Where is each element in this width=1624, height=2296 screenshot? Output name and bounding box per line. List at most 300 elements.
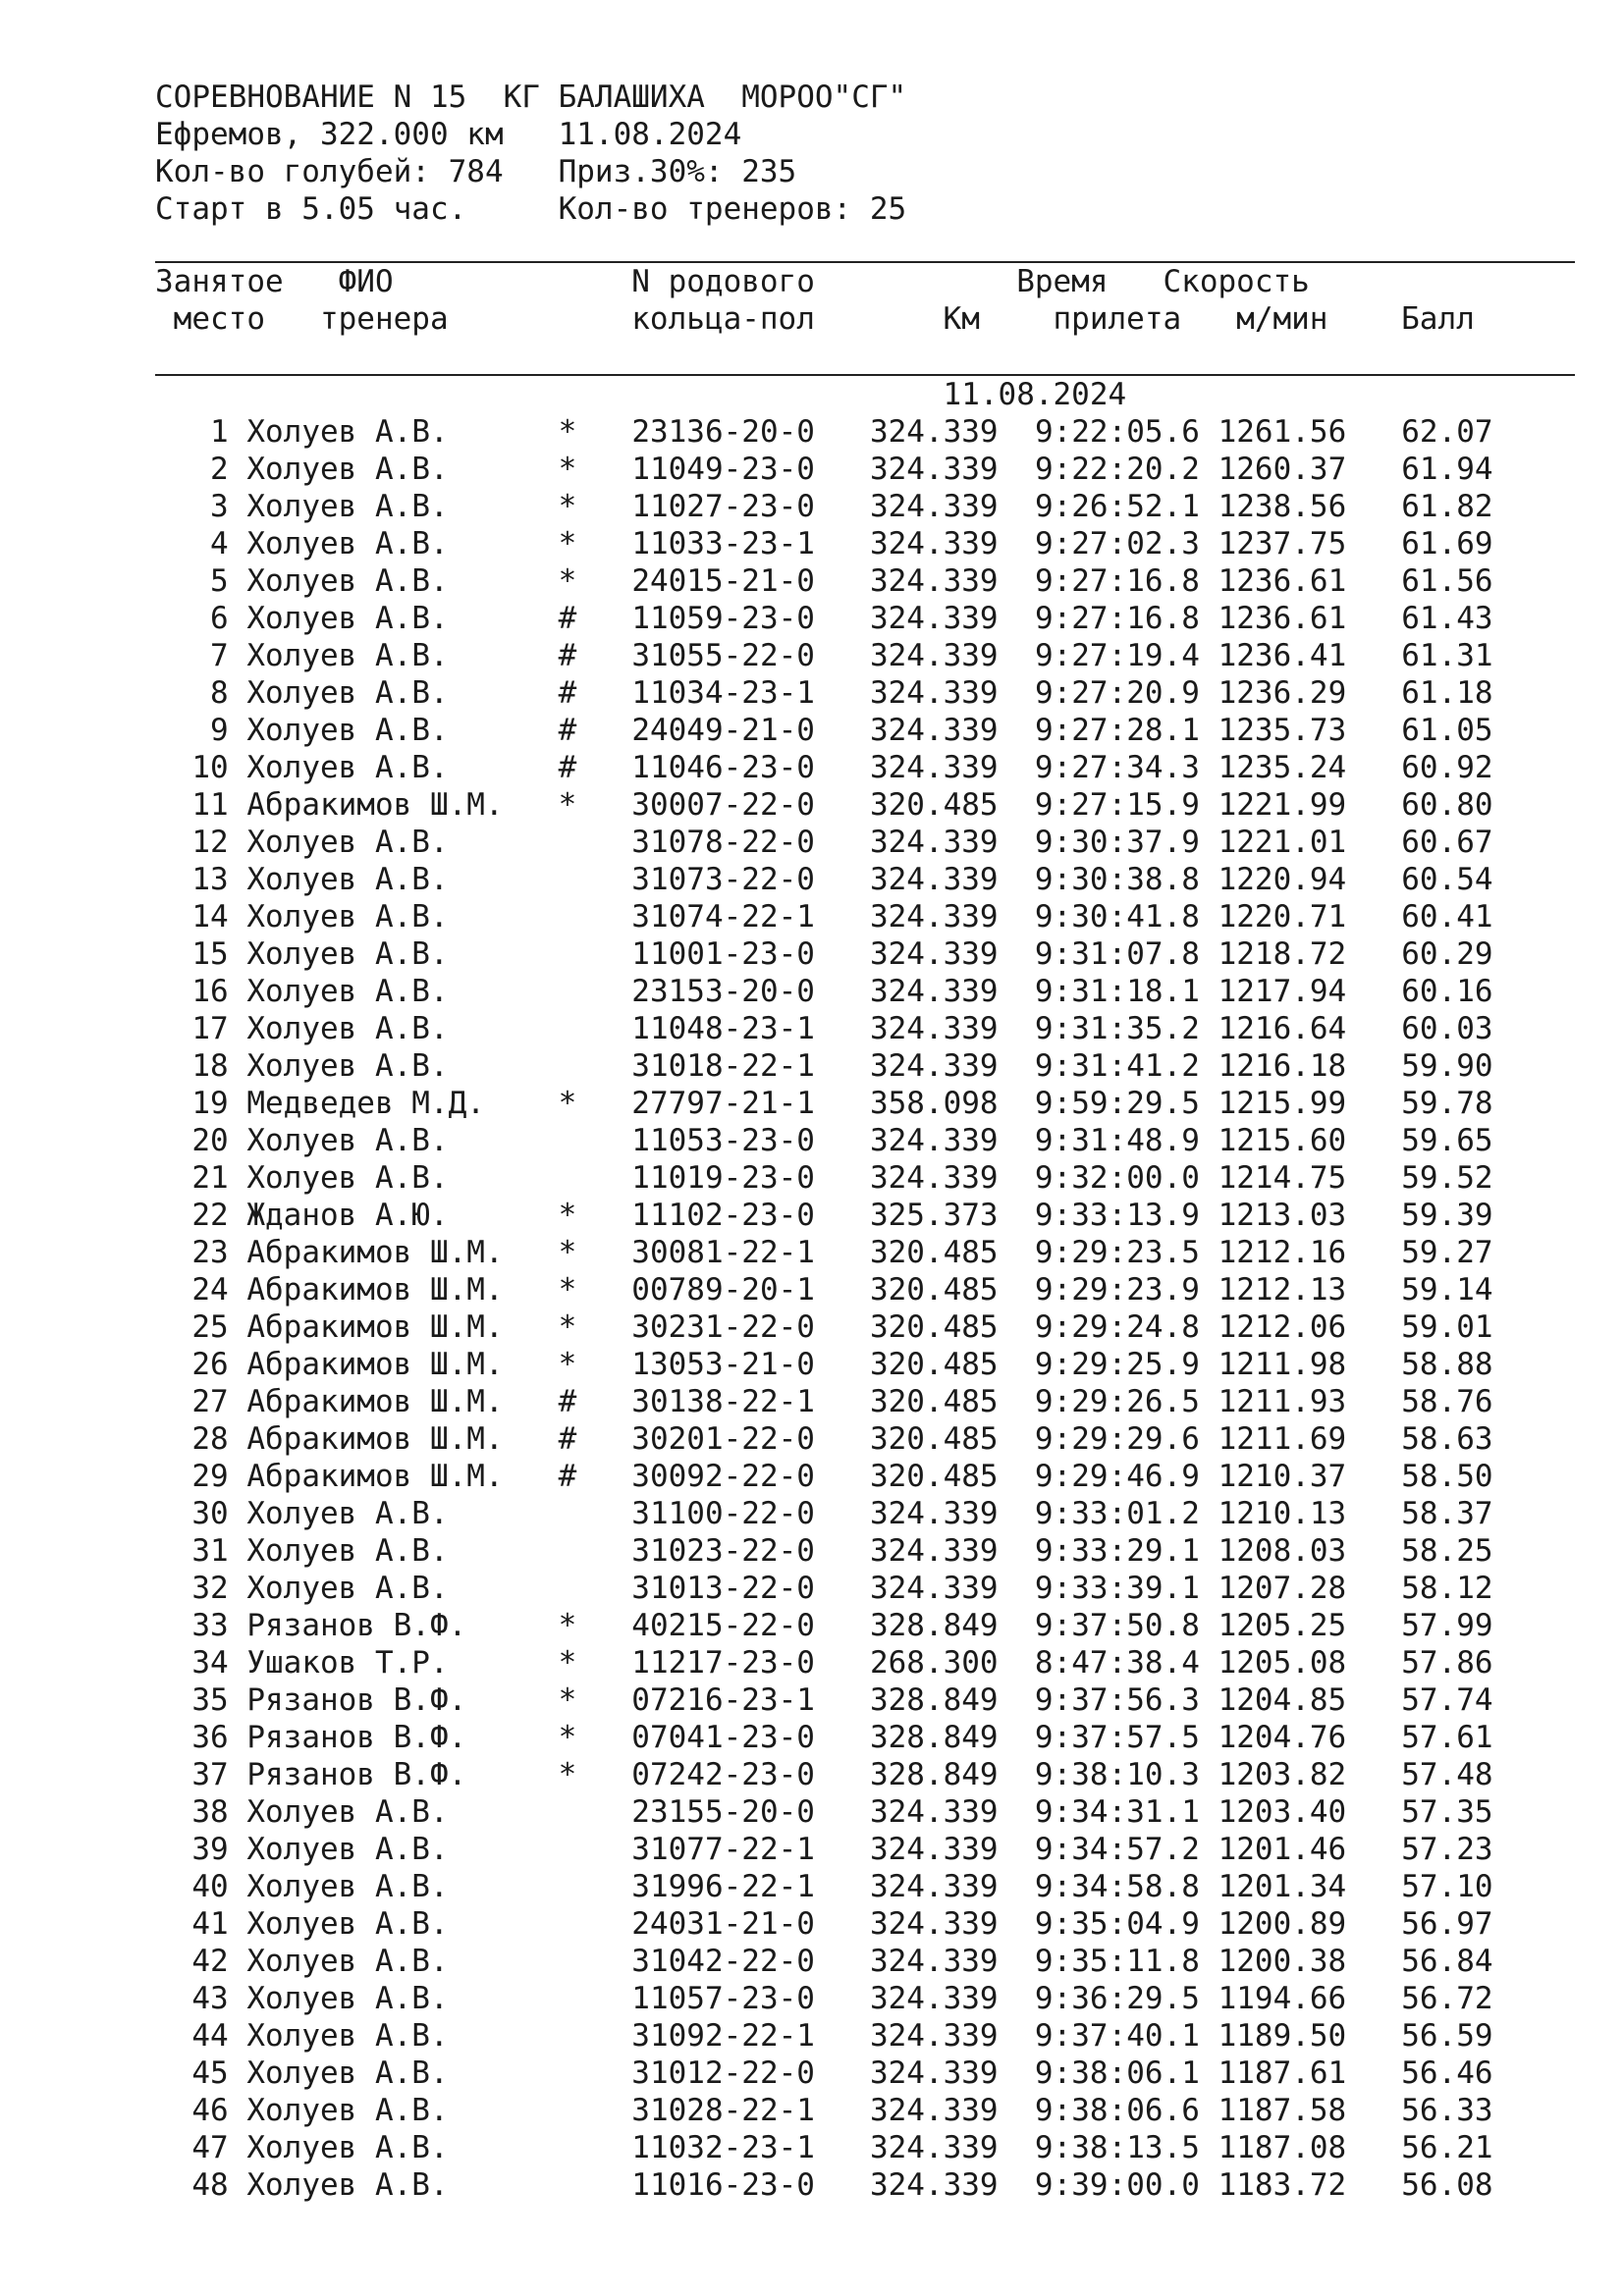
score-cell: 56.08 [1401, 2167, 1493, 2203]
arrival-time-cell: 9:31:18.1 [1034, 974, 1200, 1009]
ring-number-cell: 31042-22-0 [631, 1944, 815, 1979]
trainer-name-cell: Жданов А.Ю. [246, 1198, 449, 1233]
mark-cell [559, 2167, 577, 2203]
score-cell: 56.59 [1401, 2018, 1493, 2054]
trainer-name-cell: Холуев А.В. [246, 1981, 449, 2016]
arrival-time-cell: 9:35:11.8 [1034, 1944, 1200, 1979]
table-row [155, 1944, 1493, 1979]
arrival-time-cell: 9:32:00.0 [1034, 1160, 1200, 1196]
table-row [155, 2093, 1493, 2128]
trainer-name-cell: Холуев А.В. [246, 899, 449, 934]
ring-number-cell: 31092-22-1 [631, 2018, 815, 2054]
place-cell: 37 [191, 1757, 229, 1792]
header-pigeons-line: Кол-во голубей: 784 Приз.30%: 235 [155, 154, 797, 189]
table-row [155, 974, 1493, 1009]
arrival-time-cell: 9:31:41.2 [1034, 1048, 1200, 1084]
ring-number-cell: 30231-22-0 [631, 1309, 815, 1345]
arrival-time-cell: 9:30:37.9 [1034, 825, 1200, 860]
place-cell: 1 [210, 414, 229, 450]
arrival-time-cell: 9:27:02.3 [1034, 526, 1200, 561]
place-cell: 41 [191, 1906, 229, 1942]
table-row [155, 601, 1493, 636]
ring-number-cell: 23153-20-0 [631, 974, 815, 1009]
speed-cell: 1236.61 [1218, 601, 1347, 636]
trainer-name-cell: Холуев А.В. [246, 713, 449, 748]
trainer-name-cell: Ушаков Т.Р. [246, 1645, 449, 1681]
mark-cell [559, 899, 577, 934]
mark-cell [559, 2056, 577, 2091]
mark-cell: # [558, 1384, 577, 1419]
distance-cell: 328.849 [869, 1720, 999, 1755]
table-row [155, 1645, 1493, 1681]
trainer-name-cell: Абракимов Ш.М. [246, 787, 504, 823]
score-cell: 56.46 [1401, 2056, 1493, 2091]
speed-cell: 1211.69 [1218, 1421, 1347, 1457]
score-cell: 58.50 [1401, 1459, 1493, 1494]
score-cell: 61.82 [1401, 489, 1493, 524]
ring-number-cell: 31028-22-1 [631, 2093, 815, 2128]
ring-number-cell: 24015-21-0 [631, 563, 815, 599]
score-cell: 57.99 [1401, 1608, 1493, 1643]
table-row [155, 489, 1493, 524]
trainer-name-cell: Холуев А.В. [246, 1160, 449, 1196]
place-cell: 34 [191, 1645, 229, 1681]
place-cell: 19 [191, 1086, 229, 1121]
ring-number-cell: 31055-22-0 [631, 638, 815, 673]
distance-cell: 324.339 [869, 563, 999, 599]
distance-cell: 324.339 [869, 1123, 999, 1158]
score-cell: 57.48 [1401, 1757, 1493, 1792]
table-row [155, 936, 1493, 972]
ring-number-cell: 00789-20-1 [631, 1272, 815, 1308]
ring-number-cell: 11027-23-0 [631, 489, 815, 524]
table-row [155, 452, 1493, 487]
place-cell: 46 [191, 2093, 229, 2128]
distance-cell: 324.339 [869, 489, 999, 524]
arrival-time-cell: 9:29:26.5 [1034, 1384, 1200, 1419]
speed-cell: 1236.61 [1218, 563, 1347, 599]
ring-number-cell: 11102-23-0 [631, 1198, 815, 1233]
table-row [155, 563, 1493, 599]
table-row [155, 1832, 1493, 1867]
distance-cell: 324.339 [869, 601, 999, 636]
distance-cell: 324.339 [869, 2018, 999, 2054]
trainer-name-cell: Холуев А.В. [246, 1533, 449, 1569]
score-cell: 57.23 [1401, 1832, 1493, 1867]
score-cell: 59.65 [1401, 1123, 1493, 1158]
mark-cell: * [558, 1347, 577, 1382]
score-cell: 58.12 [1401, 1571, 1493, 1606]
trainer-name-cell: Холуев А.В. [246, 936, 449, 972]
distance-cell: 358.098 [869, 1086, 999, 1121]
speed-cell: 1212.06 [1218, 1309, 1347, 1345]
distance-cell: 324.339 [869, 936, 999, 972]
arrival-time-cell: 9:27:15.9 [1034, 787, 1200, 823]
distance-cell: 324.339 [869, 1981, 999, 2016]
place-cell: 9 [210, 713, 229, 748]
table-row [155, 787, 1493, 823]
mark-cell [559, 1794, 577, 1830]
ring-number-cell: 24049-21-0 [631, 713, 815, 748]
score-cell: 59.27 [1401, 1235, 1493, 1270]
mark-cell: * [558, 1198, 577, 1233]
arrival-time-cell: 9:38:06.1 [1034, 2056, 1200, 2091]
mark-cell [559, 1048, 577, 1084]
speed-cell: 1200.89 [1218, 1906, 1347, 1942]
score-cell: 56.97 [1401, 1906, 1493, 1942]
speed-cell: 1215.60 [1218, 1123, 1347, 1158]
speed-cell: 1210.37 [1218, 1459, 1347, 1494]
mark-cell [559, 1869, 577, 1904]
place-cell: 17 [191, 1011, 229, 1046]
arrival-time-cell: 9:33:29.1 [1034, 1533, 1200, 1569]
mark-cell [559, 1123, 577, 1158]
speed-cell: 1205.25 [1218, 1608, 1347, 1643]
arrival-time-cell: 9:27:16.8 [1034, 601, 1200, 636]
table-row [155, 675, 1493, 711]
distance-cell: 324.339 [869, 526, 999, 561]
table-row [155, 1682, 1493, 1718]
mark-cell [559, 936, 577, 972]
ring-number-cell: 11059-23-0 [631, 601, 815, 636]
ring-number-cell: 11034-23-1 [631, 675, 815, 711]
score-cell: 59.90 [1401, 1048, 1493, 1084]
ring-number-cell: 30138-22-1 [631, 1384, 815, 1419]
ring-number-cell: 11033-23-1 [631, 526, 815, 561]
speed-cell: 1210.13 [1218, 1496, 1347, 1531]
arrival-time-cell: 9:35:04.9 [1034, 1906, 1200, 1942]
table-row [155, 1981, 1493, 2016]
distance-cell: 324.339 [869, 1496, 999, 1531]
trainer-name-cell: Холуев А.В. [246, 1906, 449, 1942]
arrival-time-cell: 9:36:29.5 [1034, 1981, 1200, 2016]
speed-cell: 1208.03 [1218, 1533, 1347, 1569]
mark-cell: # [558, 601, 577, 636]
mark-cell [559, 1906, 577, 1942]
speed-cell: 1261.56 [1218, 414, 1347, 450]
arrival-time-cell: 9:34:31.1 [1034, 1794, 1200, 1830]
speed-cell: 1213.03 [1218, 1198, 1347, 1233]
trainer-name-cell: Абракимов Ш.М. [246, 1347, 504, 1382]
place-cell: 28 [191, 1421, 229, 1457]
place-cell: 21 [191, 1160, 229, 1196]
date-header: 11.08.2024 [155, 377, 1127, 412]
ring-number-cell: 30081-22-1 [631, 1235, 815, 1270]
distance-cell: 324.339 [869, 1160, 999, 1196]
mark-cell: * [558, 1682, 577, 1718]
arrival-time-cell: 9:29:25.9 [1034, 1347, 1200, 1382]
speed-cell: 1220.94 [1218, 862, 1347, 897]
ring-number-cell: 31018-22-1 [631, 1048, 815, 1084]
place-cell: 12 [191, 825, 229, 860]
distance-cell: 320.485 [869, 787, 999, 823]
arrival-time-cell: 9:31:07.8 [1034, 936, 1200, 972]
mark-cell: * [558, 1720, 577, 1755]
arrival-time-cell: 9:29:46.9 [1034, 1459, 1200, 1494]
score-cell: 61.05 [1401, 713, 1493, 748]
column-header-line-2: место тренера кольца-пол Км прилета м/мин Балл [155, 301, 1475, 337]
place-cell: 43 [191, 1981, 229, 2016]
ring-number-cell: 11049-23-0 [631, 452, 815, 487]
mark-cell [559, 1832, 577, 1867]
speed-cell: 1211.98 [1218, 1347, 1347, 1382]
distance-cell: 324.339 [869, 1571, 999, 1606]
distance-cell: 320.485 [869, 1272, 999, 1308]
trainer-name-cell: Рязанов В.Ф. [246, 1682, 467, 1718]
place-cell: 24 [191, 1272, 229, 1308]
score-cell: 56.72 [1401, 1981, 1493, 2016]
mark-cell: # [558, 1421, 577, 1457]
table-row [155, 825, 1493, 860]
trainer-name-cell: Холуев А.В. [246, 563, 449, 599]
arrival-time-cell: 9:30:38.8 [1034, 862, 1200, 897]
column-headers [155, 263, 1475, 338]
arrival-time-cell: 9:34:57.2 [1034, 1832, 1200, 1867]
place-cell: 4 [210, 526, 229, 561]
table-row [155, 2130, 1493, 2165]
trainer-name-cell: Холуев А.В. [246, 638, 449, 673]
ring-number-cell: 11217-23-0 [631, 1645, 815, 1681]
score-cell: 57.74 [1401, 1682, 1493, 1718]
ring-number-cell: 31078-22-0 [631, 825, 815, 860]
place-cell: 26 [191, 1347, 229, 1382]
mark-cell: * [558, 1757, 577, 1792]
score-cell: 60.80 [1401, 787, 1493, 823]
mark-cell [559, 825, 577, 860]
arrival-time-cell: 9:27:16.8 [1034, 563, 1200, 599]
speed-cell: 1216.64 [1218, 1011, 1347, 1046]
ring-number-cell: 11057-23-0 [631, 1981, 815, 2016]
table-row [155, 414, 1493, 450]
place-cell: 23 [191, 1235, 229, 1270]
ring-number-cell: 30007-22-0 [631, 787, 815, 823]
distance-cell: 320.485 [869, 1384, 999, 1419]
place-cell: 42 [191, 1944, 229, 1979]
ring-number-cell: 30201-22-0 [631, 1421, 815, 1457]
distance-cell: 324.339 [869, 1011, 999, 1046]
arrival-time-cell: 9:31:48.9 [1034, 1123, 1200, 1158]
distance-cell: 324.339 [869, 1048, 999, 1084]
trainer-name-cell: Рязанов В.Ф. [246, 1720, 467, 1755]
place-cell: 44 [191, 2018, 229, 2054]
ring-number-cell: 27797-21-1 [631, 1086, 815, 1121]
score-cell: 58.88 [1401, 1347, 1493, 1382]
score-cell: 60.41 [1401, 899, 1493, 934]
speed-cell: 1203.40 [1218, 1794, 1347, 1830]
score-cell: 59.78 [1401, 1086, 1493, 1121]
distance-cell: 324.339 [869, 1794, 999, 1830]
speed-cell: 1204.85 [1218, 1682, 1347, 1718]
mark-cell: # [558, 713, 577, 748]
distance-cell: 324.339 [869, 862, 999, 897]
speed-cell: 1187.58 [1218, 2093, 1347, 2128]
distance-cell: 324.339 [869, 713, 999, 748]
score-cell: 62.07 [1401, 414, 1493, 450]
speed-cell: 1203.82 [1218, 1757, 1347, 1792]
score-cell: 57.61 [1401, 1720, 1493, 1755]
distance-cell: 328.849 [869, 1757, 999, 1792]
ring-number-cell: 11019-23-0 [631, 1160, 815, 1196]
table-row [155, 1496, 1493, 1531]
trainer-name-cell: Абракимов Ш.М. [246, 1272, 504, 1308]
mark-cell [559, 2093, 577, 2128]
mark-cell: # [558, 1459, 577, 1494]
speed-cell: 1211.93 [1218, 1384, 1347, 1419]
table-row [155, 1869, 1493, 1904]
distance-cell: 325.373 [869, 1198, 999, 1233]
ring-number-cell: 23155-20-0 [631, 1794, 815, 1830]
mark-cell: * [558, 1235, 577, 1270]
trainer-name-cell: Холуев А.В. [246, 862, 449, 897]
mark-cell [559, 1160, 577, 1196]
arrival-time-cell: 9:22:20.2 [1034, 452, 1200, 487]
table-row [155, 526, 1493, 561]
score-cell: 61.43 [1401, 601, 1493, 636]
arrival-time-cell: 9:27:28.1 [1034, 713, 1200, 748]
ring-number-cell: 11053-23-0 [631, 1123, 815, 1158]
mark-cell [559, 2018, 577, 2054]
distance-cell: 324.339 [869, 2056, 999, 2091]
arrival-time-cell: 9:37:50.8 [1034, 1608, 1200, 1643]
place-cell: 7 [210, 638, 229, 673]
arrival-time-cell: 9:33:13.9 [1034, 1198, 1200, 1233]
speed-cell: 1183.72 [1218, 2167, 1347, 2203]
ring-number-cell: 07242-23-0 [631, 1757, 815, 1792]
distance-cell: 324.339 [869, 452, 999, 487]
distance-cell: 324.339 [869, 1906, 999, 1942]
mark-cell: * [558, 787, 577, 823]
arrival-time-cell: 9:29:23.9 [1034, 1272, 1200, 1308]
place-cell: 48 [191, 2167, 229, 2203]
table-row [155, 1384, 1493, 1419]
mark-cell [559, 1533, 577, 1569]
ring-number-cell: 11046-23-0 [631, 750, 815, 785]
ring-number-cell: 23136-20-0 [631, 414, 815, 450]
trainer-name-cell: Абракимов Ш.М. [246, 1421, 504, 1457]
distance-cell: 324.339 [869, 899, 999, 934]
mark-cell [559, 1011, 577, 1046]
score-cell: 58.76 [1401, 1384, 1493, 1419]
table-row [155, 750, 1493, 785]
place-cell: 13 [191, 862, 229, 897]
trainer-name-cell: Абракимов Ш.М. [246, 1384, 504, 1419]
distance-cell: 324.339 [869, 675, 999, 711]
score-cell: 60.29 [1401, 936, 1493, 972]
table-row [155, 2167, 1493, 2203]
arrival-time-cell: 8:47:38.4 [1034, 1645, 1200, 1681]
trainer-name-cell: Холуев А.В. [246, 489, 449, 524]
trainer-name-cell: Рязанов В.Ф. [246, 1608, 467, 1643]
ring-number-cell: 11016-23-0 [631, 2167, 815, 2203]
mark-cell: * [558, 1086, 577, 1121]
arrival-time-cell: 9:34:58.8 [1034, 1869, 1200, 1904]
score-cell: 60.54 [1401, 862, 1493, 897]
speed-cell: 1201.46 [1218, 1832, 1347, 1867]
mark-cell: * [558, 1272, 577, 1308]
score-cell: 61.69 [1401, 526, 1493, 561]
trainer-name-cell: Рязанов В.Ф. [246, 1757, 467, 1792]
ring-number-cell: 31013-22-0 [631, 1571, 815, 1606]
mark-cell: * [558, 489, 577, 524]
place-cell: 40 [191, 1869, 229, 1904]
distance-cell: 324.339 [869, 825, 999, 860]
table-row [155, 713, 1493, 748]
arrival-time-cell: 9:31:35.2 [1034, 1011, 1200, 1046]
ring-number-cell: 31073-22-0 [631, 862, 815, 897]
table-row [155, 1533, 1493, 1569]
trainer-name-cell: Абракимов Ш.М. [246, 1309, 504, 1345]
trainer-name-cell: Холуев А.В. [246, 414, 449, 450]
speed-cell: 1260.37 [1218, 452, 1347, 487]
trainer-name-cell: Холуев А.В. [246, 1869, 449, 1904]
place-cell: 47 [191, 2130, 229, 2165]
place-cell: 39 [191, 1832, 229, 1867]
speed-cell: 1187.08 [1218, 2130, 1347, 2165]
distance-cell: 324.339 [869, 2093, 999, 2128]
table-row [155, 1347, 1493, 1382]
trainer-name-cell: Холуев А.В. [246, 1571, 449, 1606]
score-cell: 60.03 [1401, 1011, 1493, 1046]
distance-cell: 324.339 [869, 1944, 999, 1979]
distance-cell: 320.485 [869, 1235, 999, 1270]
place-cell: 6 [210, 601, 229, 636]
place-cell: 15 [191, 936, 229, 972]
mark-cell: # [558, 675, 577, 711]
mark-cell: * [558, 1309, 577, 1345]
speed-cell: 1235.24 [1218, 750, 1347, 785]
place-cell: 10 [191, 750, 229, 785]
trainer-name-cell: Холуев А.В. [246, 526, 449, 561]
trainer-name-cell: Холуев А.В. [246, 1011, 449, 1046]
arrival-time-cell: 9:37:56.3 [1034, 1682, 1200, 1718]
score-cell: 59.14 [1401, 1272, 1493, 1308]
arrival-time-cell: 9:38:13.5 [1034, 2130, 1200, 2165]
trainer-name-cell: Холуев А.В. [246, 2130, 449, 2165]
ring-number-cell: 24031-21-0 [631, 1906, 815, 1942]
trainer-name-cell: Абракимов Ш.М. [246, 1459, 504, 1494]
speed-cell: 1205.08 [1218, 1645, 1347, 1681]
arrival-time-cell: 9:22:05.6 [1034, 414, 1200, 450]
speed-cell: 1221.99 [1218, 787, 1347, 823]
table-row [155, 1235, 1493, 1270]
distance-cell: 324.339 [869, 638, 999, 673]
score-cell: 61.18 [1401, 675, 1493, 711]
speed-cell: 1238.56 [1218, 489, 1347, 524]
table-row [155, 1757, 1493, 1792]
distance-cell: 324.339 [869, 974, 999, 1009]
trainer-name-cell: Холуев А.В. [246, 2093, 449, 2128]
place-cell: 35 [191, 1682, 229, 1718]
distance-cell: 324.339 [869, 2167, 999, 2203]
score-cell: 60.92 [1401, 750, 1493, 785]
speed-cell: 1187.61 [1218, 2056, 1347, 2091]
distance-cell: 320.485 [869, 1309, 999, 1345]
speed-cell: 1212.13 [1218, 1272, 1347, 1308]
speed-cell: 1194.66 [1218, 1981, 1347, 2016]
arrival-time-cell: 9:26:52.1 [1034, 489, 1200, 524]
table-row [155, 1459, 1493, 1494]
distance-cell: 324.339 [869, 414, 999, 450]
arrival-time-cell: 9:39:00.0 [1034, 2167, 1200, 2203]
table-row [155, 1011, 1493, 1046]
place-cell: 22 [191, 1198, 229, 1233]
table-row [155, 2056, 1493, 2091]
place-cell: 11 [191, 787, 229, 823]
score-cell: 60.16 [1401, 974, 1493, 1009]
mark-cell: * [558, 414, 577, 450]
ring-number-cell: 11001-23-0 [631, 936, 815, 972]
place-cell: 2 [210, 452, 229, 487]
